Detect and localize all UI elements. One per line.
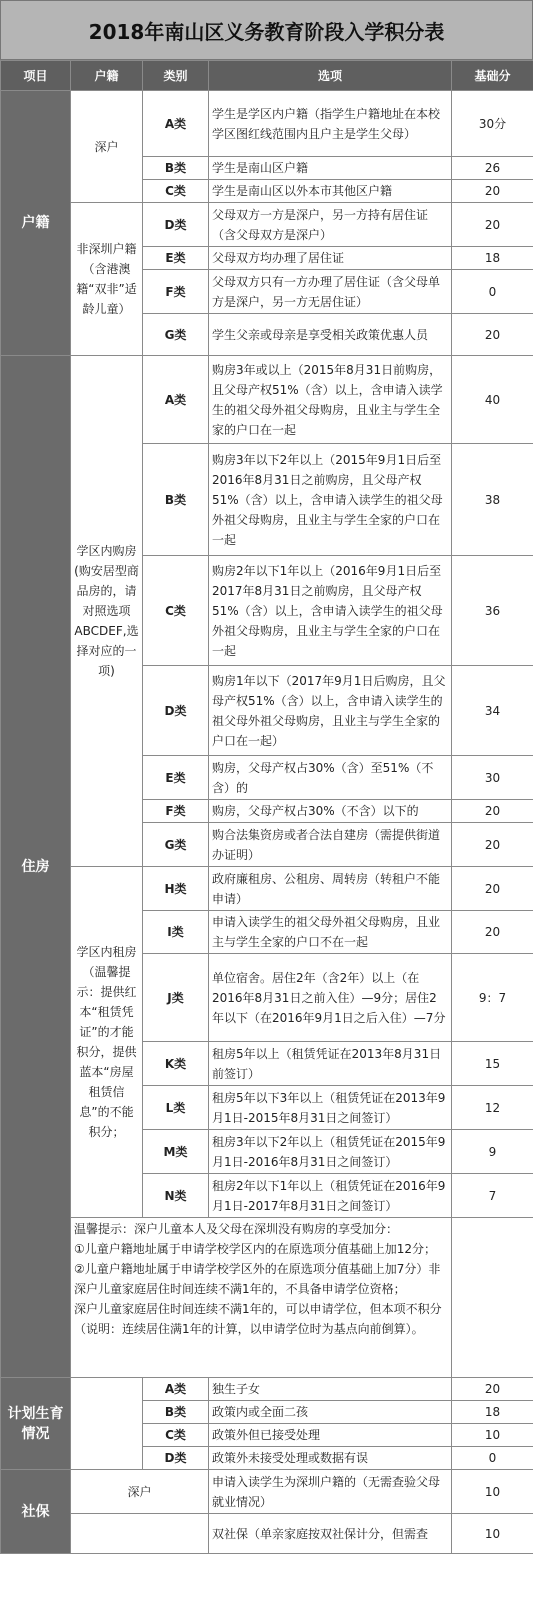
option-cell: 申请入读学生的祖父母外祖父母购房，且业主与学生全家的户口不在一起 xyxy=(209,911,452,954)
score-cell: 0 xyxy=(452,1447,533,1470)
header-huji: 户籍 xyxy=(71,61,143,91)
option-cell: 申请入读学生为深圳户籍的（无需查验父母就业情况） xyxy=(209,1470,452,1514)
table-row xyxy=(1,356,533,444)
category-cell: A类 xyxy=(143,356,209,444)
score-cell: 30分 xyxy=(452,91,533,157)
option-cell: 政府廉租房、公租房、周转房（转租户不能申请） xyxy=(209,867,452,911)
score-cell: 20 xyxy=(452,911,533,954)
group-shebao: 社保 xyxy=(1,1470,71,1554)
score-cell: 7 xyxy=(452,1174,533,1218)
score-cell: 30 xyxy=(452,756,533,800)
table-row xyxy=(1,867,533,911)
score-table xyxy=(0,60,533,1554)
score-cell: 9 xyxy=(452,1130,533,1174)
subgroup-goufang: 学区内购房(购安居型商品房的，请对照选项ABCDEF,选择对应的一项) xyxy=(71,356,143,867)
subgroup-zufang: 学区内租房（温馨提示：提供红本“租赁凭证”的才能积分，提供蓝本“房屋租赁信息”的不能积分； xyxy=(71,867,143,1218)
category-cell: E类 xyxy=(143,247,209,270)
category-cell: A类 xyxy=(143,1378,209,1401)
category-cell: H类 xyxy=(143,867,209,911)
category-cell: F类 xyxy=(143,800,209,823)
category-cell: C类 xyxy=(143,180,209,203)
page-title: 2018年南山区义务教育阶段入学积分表 xyxy=(0,0,533,60)
option-cell: 单位宿舍。居住2年（含2年）以上（在2016年8月31日之前入住）—9分；居住2年以下（在2016年9月1日之后入住）—7分 xyxy=(209,954,452,1042)
option-cell: 租房2年以下1年以上（租赁凭证在2016年9月1日-2017年8月31日之间签订） xyxy=(209,1174,452,1218)
score-cell: 38 xyxy=(452,444,533,556)
tip-line: 温馨提示：深户儿童本人及父母在深圳没有购房的享受加分： xyxy=(74,1222,399,1236)
option-cell: 租房3年以下2年以上（租赁凭证在2015年9月1日-2016年8月31日之间签订） xyxy=(209,1130,452,1174)
score-cell: 9：7 xyxy=(452,954,533,1042)
category-cell: G类 xyxy=(143,823,209,867)
option-cell: 购房1年以下（2017年9月1日后购房，且父母产权51%（含）以上，含申请入读学生的祖父母外祖父母购房，且业主与学生全家的户口在一起） xyxy=(209,666,452,756)
score-cell: 20 xyxy=(452,823,533,867)
category-cell: B类 xyxy=(143,1401,209,1424)
option-cell: 政策内或全面二孩 xyxy=(209,1401,452,1424)
score-cell: 0 xyxy=(452,270,533,314)
category-cell: N类 xyxy=(143,1174,209,1218)
category-cell: M类 xyxy=(143,1130,209,1174)
option-cell: 独生子女 xyxy=(209,1378,452,1401)
subgroup-empty xyxy=(71,1378,143,1470)
option-cell: 父母双方均办理了居住证 xyxy=(209,247,452,270)
category-cell: F类 xyxy=(143,270,209,314)
score-cell: 20 xyxy=(452,180,533,203)
subgroup-shebao-shenhu: 深户 xyxy=(71,1470,209,1514)
tip-note xyxy=(71,1218,452,1378)
score-cell: 10 xyxy=(452,1470,533,1514)
option-cell: 购合法集资房或者合法自建房（需提供街道办证明） xyxy=(209,823,452,867)
tip-line: 深户儿童家庭居住时间连续不满1年的，可以申请学位，但本项不积分（说明：连续居住满1年的计算，以申请学位时为基点向前倒算）。 xyxy=(74,1302,442,1336)
category-cell: D类 xyxy=(143,1447,209,1470)
subgroup-feishen: 非深圳户籍（含港澳籍“双非”适龄儿童） xyxy=(71,203,143,356)
group-zhufang: 住房 xyxy=(1,356,71,1378)
header-row xyxy=(1,61,533,91)
score-cell: 34 xyxy=(452,666,533,756)
score-cell: 40 xyxy=(452,356,533,444)
score-cell: 18 xyxy=(452,247,533,270)
option-cell: 双社保（单亲家庭按双社保计分，但需查 xyxy=(209,1514,452,1554)
table-row xyxy=(1,1378,533,1401)
score-cell: 15 xyxy=(452,1042,533,1086)
score-cell: 18 xyxy=(452,1401,533,1424)
score-cell: 20 xyxy=(452,203,533,247)
group-huji: 户籍 xyxy=(1,91,71,356)
category-cell: C类 xyxy=(143,1424,209,1447)
option-cell: 购房，父母产权占30%（含）至51%（不含）的 xyxy=(209,756,452,800)
score-cell: 26 xyxy=(452,157,533,180)
category-cell: A类 xyxy=(143,91,209,157)
category-cell: E类 xyxy=(143,756,209,800)
score-cell: 20 xyxy=(452,314,533,356)
header-item: 项目 xyxy=(1,61,71,91)
header-option: 选项 xyxy=(209,61,452,91)
group-jihua: 计划生育情况 xyxy=(1,1378,71,1470)
tip-line: ②儿童户籍地址属于申请学校学区外的在原选项分值基础上加7分）非深户儿童家庭居住时间连续不满1年的，不具备申请学位资格； xyxy=(74,1262,441,1296)
score-cell: 12 xyxy=(452,1086,533,1130)
table-row xyxy=(1,91,533,157)
category-cell: J类 xyxy=(143,954,209,1042)
option-cell: 租房5年以上（租赁凭证在2013年8月31日前签订） xyxy=(209,1042,452,1086)
score-cell: 36 xyxy=(452,556,533,666)
subgroup-empty xyxy=(71,1514,209,1554)
category-cell: L类 xyxy=(143,1086,209,1130)
table-row xyxy=(1,1470,533,1514)
option-cell: 购房3年或以上（2015年8月31日前购房，且父母产权51%（含）以上，含申请入读学生的祖父母外祖父母购房，且业主与学生全家的户口在一起 xyxy=(209,356,452,444)
tip-line: ①儿童户籍地址属于申请学校学区内的在原选项分值基础上加12分； xyxy=(74,1242,437,1256)
subgroup-shenhu: 深户 xyxy=(71,91,143,203)
option-cell: 学生是南山区户籍 xyxy=(209,157,452,180)
score-cell: 20 xyxy=(452,867,533,911)
option-cell: 学生父亲或母亲是享受相关政策优惠人员 xyxy=(209,314,452,356)
option-cell: 父母双方只有一方办理了居住证（含父母单方是深户，另一方无居住证） xyxy=(209,270,452,314)
option-cell: 父母双方一方是深户，另一方持有居住证（含父母双方是深户） xyxy=(209,203,452,247)
table-row xyxy=(1,203,533,247)
option-cell: 学生是南山区以外本市其他区户籍 xyxy=(209,180,452,203)
score-cell: 10 xyxy=(452,1514,533,1554)
category-cell: C类 xyxy=(143,556,209,666)
table-row xyxy=(1,1514,533,1554)
category-cell: K类 xyxy=(143,1042,209,1086)
option-cell: 租房5年以下3年以上（租赁凭证在2013年9月1日-2015年8月31日之间签订） xyxy=(209,1086,452,1130)
category-cell: B类 xyxy=(143,444,209,556)
score-cell: 20 xyxy=(452,1378,533,1401)
tip-row xyxy=(1,1218,533,1378)
option-cell: 购房，父母产权占30%（不含）以下的 xyxy=(209,800,452,823)
category-cell: D类 xyxy=(143,666,209,756)
option-cell: 学生是学区内户籍（指学生户籍地址在本校学区图红线范围内且户主是学生父母） xyxy=(209,91,452,157)
score-cell: 20 xyxy=(452,800,533,823)
option-cell: 政策外但已接受处理 xyxy=(209,1424,452,1447)
category-cell: D类 xyxy=(143,203,209,247)
option-cell: 购房3年以下2年以上（2015年9月1日后至2016年8月31日之前购房，且父母产权51%（含）以上，含申请入读学生的祖父母外祖父母购房，且业主与学生全家的户口在一起 xyxy=(209,444,452,556)
category-cell: I类 xyxy=(143,911,209,954)
option-cell: 政策外未接受处理或数据有误 xyxy=(209,1447,452,1470)
category-cell: B类 xyxy=(143,157,209,180)
score-cell: 10 xyxy=(452,1424,533,1447)
option-cell: 购房2年以下1年以上（2016年9月1日后至2017年8月31日之前购房，且父母产权51%（含）以上，含申请入读学生的祖父母外祖父母购房，且业主与学生全家的户口在一起 xyxy=(209,556,452,666)
header-score: 基础分 xyxy=(452,61,533,91)
header-category: 类别 xyxy=(143,61,209,91)
category-cell: G类 xyxy=(143,314,209,356)
